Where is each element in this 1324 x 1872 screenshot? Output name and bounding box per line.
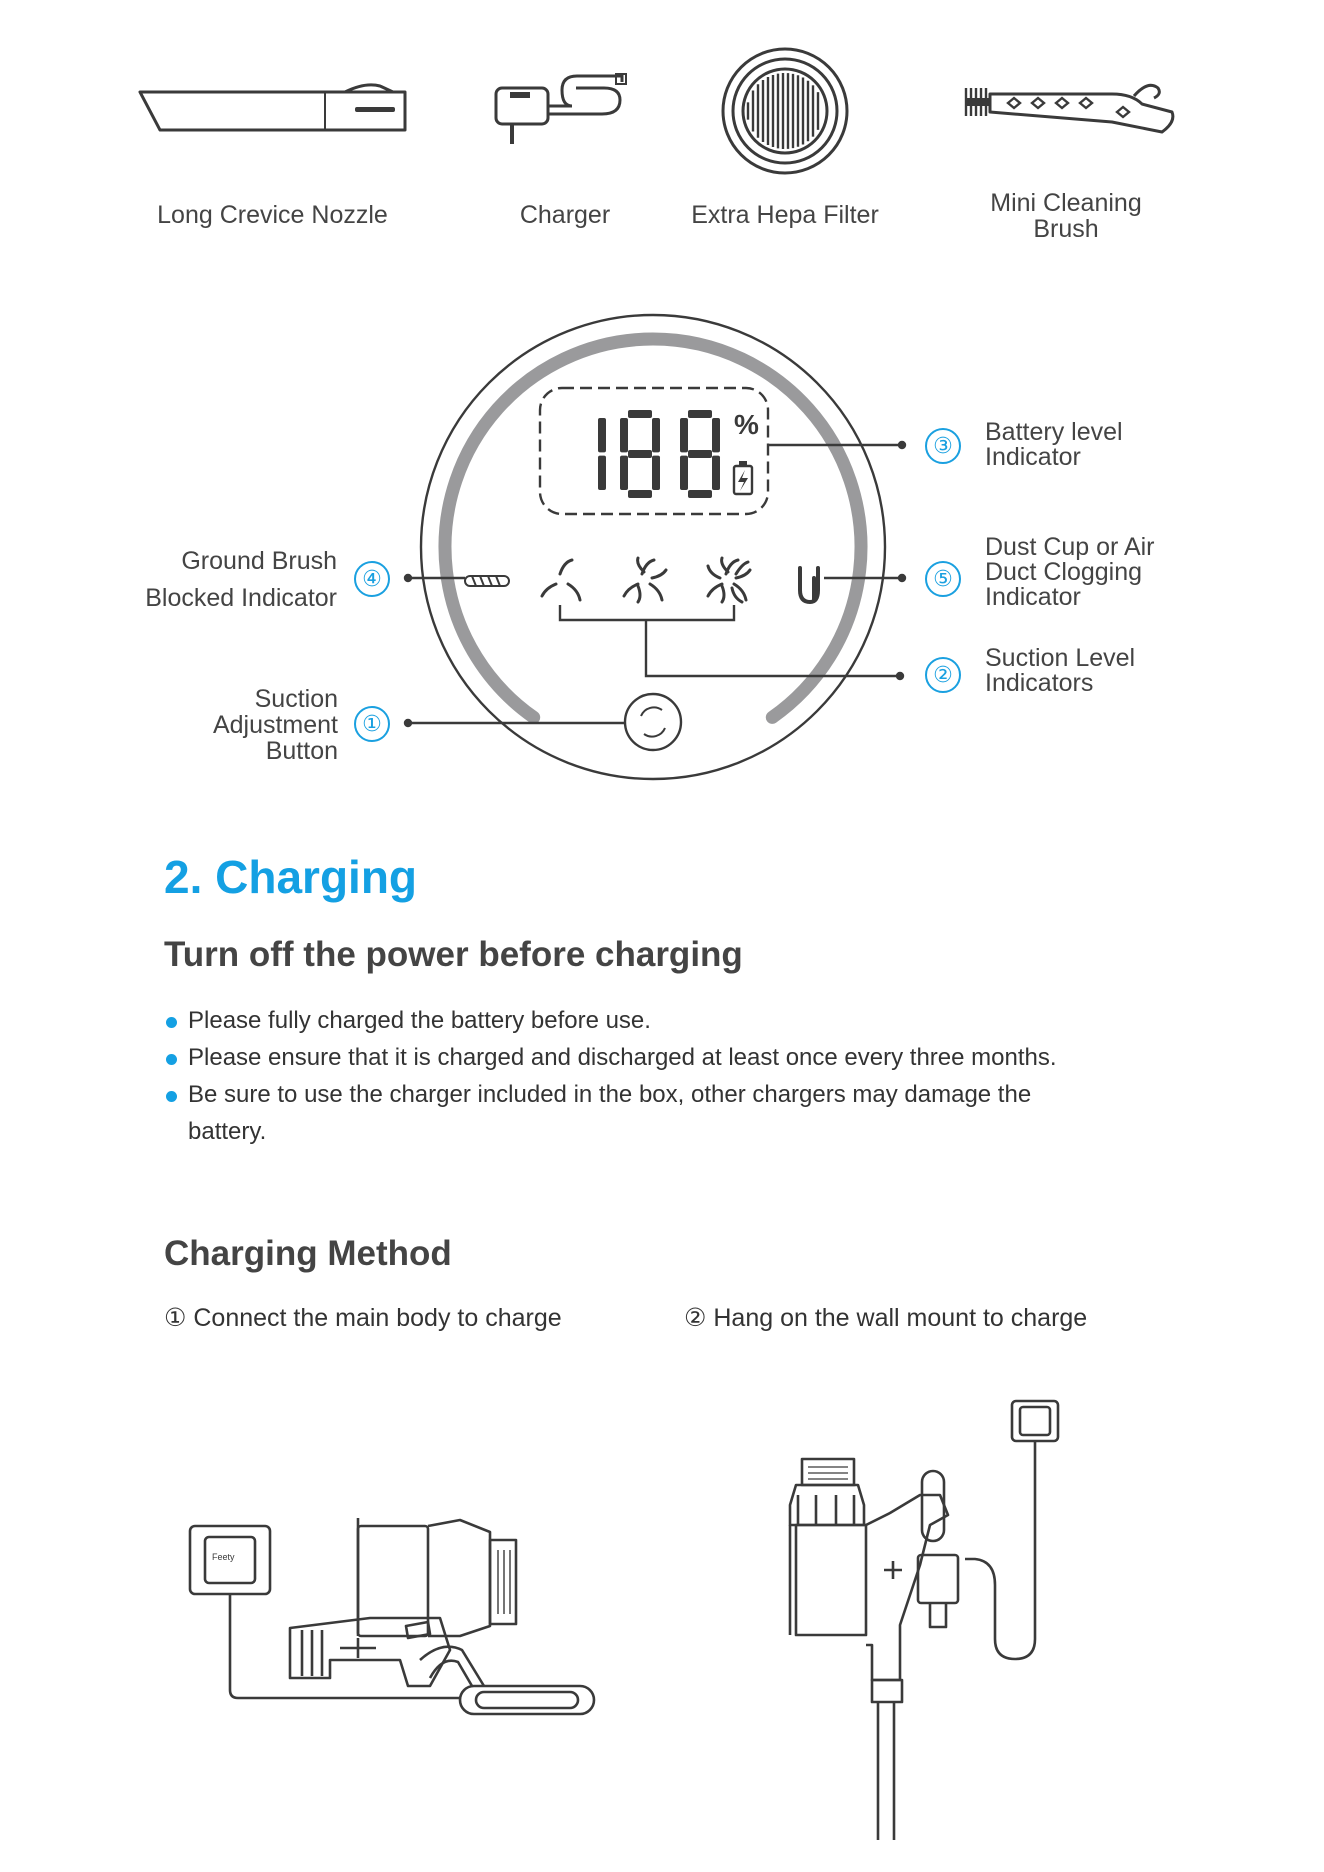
digit-segment: [712, 418, 720, 452]
callout-number-1: ①: [354, 706, 390, 742]
digit-segment: [688, 450, 712, 458]
suction-button-icon: [625, 694, 681, 750]
battery-icon: [734, 461, 752, 494]
accessory-label-cleaning-brush: Mini Cleaning Brush: [990, 189, 1142, 243]
accessory-label-hepa-filter: Extra Hepa Filter: [691, 201, 879, 229]
digit-segment: [652, 418, 660, 452]
fan-icon-mid: [624, 558, 666, 602]
digit-segment: [712, 456, 720, 490]
accessory-label-crevice-nozzle: Long Crevice Nozzle: [157, 201, 388, 229]
digit-segment: [620, 456, 628, 490]
hepa-filter-icon: [720, 46, 850, 176]
body-charging-illustration: [180, 1510, 620, 1730]
list-item: Be sure to use the charger included in the box, other chargers may damage the battery.: [164, 1076, 1098, 1150]
callout-number-4: ④: [354, 561, 390, 597]
callout-label-suction-level: Suction Level Indicators: [985, 644, 1136, 697]
callout-label-suction-button: Suction Adjustment Button: [212, 685, 338, 765]
digit-segment: [628, 450, 652, 458]
digit-segment: [680, 418, 688, 452]
charger-icon: [492, 70, 642, 150]
callout-label-battery: Battery level Indicator: [985, 418, 1123, 471]
fan-icon-low: [542, 560, 580, 600]
digit-segment: [628, 490, 652, 498]
list-item: Please ensure that it is charged and discharged at least once every three months.: [164, 1039, 1148, 1076]
socket-label: Feety: [212, 1552, 235, 1562]
digit-segment: [688, 490, 712, 498]
fan-icon-high: [708, 558, 750, 602]
callout-label-dust-cup: Dust Cup or Air Duct Clogging Indicator: [985, 533, 1155, 611]
accessory-label-charger: Charger: [519, 201, 611, 229]
charging-method-1: ① Connect the main body to charge: [164, 1304, 562, 1332]
list-item: Please fully charged the battery before use.: [164, 1002, 1154, 1039]
digit-segment: [620, 418, 628, 452]
section-title-charging: 2. Charging: [164, 851, 418, 903]
charging-method-title: Charging Method: [164, 1234, 452, 1273]
digit-segment: [680, 456, 688, 490]
brush-roll-icon: [465, 576, 509, 586]
callout-number-2: ②: [925, 657, 961, 693]
callout-number-3: ③: [925, 428, 961, 464]
percent-sign: %: [734, 409, 759, 440]
duct-clog-icon: [800, 568, 818, 602]
digit-segment: [598, 418, 606, 452]
callout-label-ground-brush: Ground Brush Blocked Indicator: [145, 547, 337, 612]
charging-subtitle: Turn off the power before charging: [164, 935, 743, 974]
digit-segment: [652, 456, 660, 490]
digit-segment: [628, 410, 652, 418]
wall-mount-charging-illustration: [780, 1395, 1080, 1845]
cleaning-brush-icon: [962, 82, 1182, 142]
charging-method-2: ② Hang on the wall mount to charge: [684, 1304, 1088, 1332]
crevice-nozzle-icon: [135, 82, 415, 142]
digit-segment: [598, 456, 606, 490]
digit-segment: [688, 410, 712, 418]
charging-notes: [164, 1002, 1154, 1150]
callout-number-5: ⑤: [925, 561, 961, 597]
